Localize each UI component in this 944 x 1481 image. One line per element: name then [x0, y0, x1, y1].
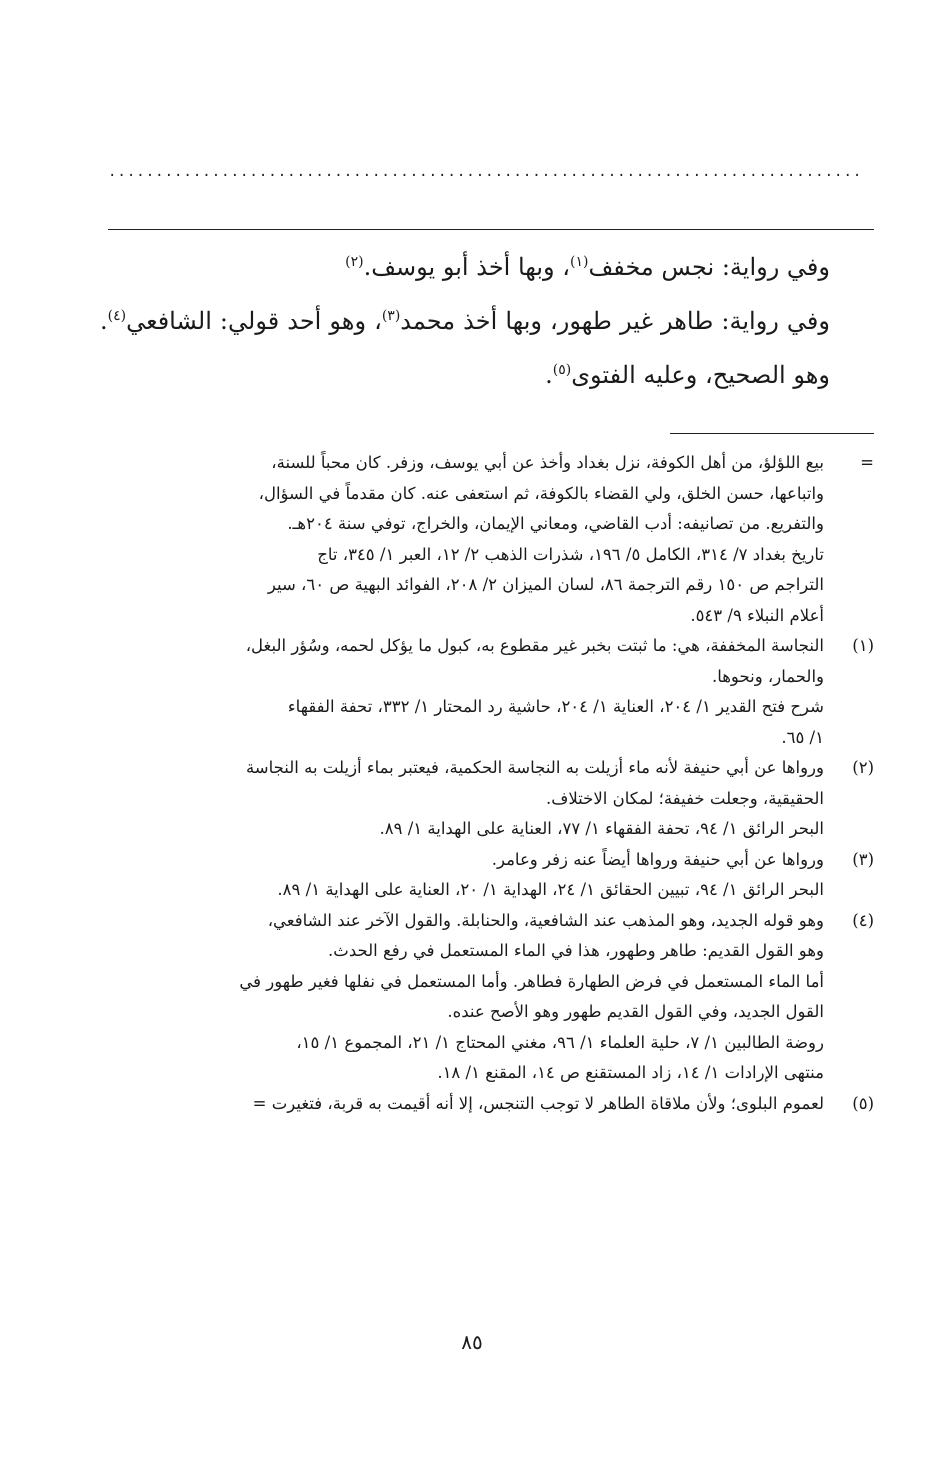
footnote-line: وهو القول القديم: طاهر وطهور، هذا في الماء المستعمل في رفع الحدث. — [328, 941, 824, 960]
footnote-continued — [104, 448, 874, 631]
footnote-ref-4[interactable]: (٤) — [107, 308, 127, 324]
footnote-4 — [104, 906, 874, 1089]
footnote-5 — [104, 1089, 874, 1120]
footnote-2 — [104, 753, 874, 845]
main-p1-text-a: وفي رواية: نجس مخفف — [588, 253, 830, 281]
footnote-line: شرح فتح القدير ١/ ٢٠٤، العناية ١/ ٢٠٤، حاشية رد المحتار ١/ ٣٣٢، تحفة الفقهاء — [287, 697, 824, 716]
main-p2-text-c: . وهو الصحيح، وعليه الفتوى — [100, 307, 830, 389]
footnote-number: (٥) — [852, 1093, 874, 1113]
footnote-number: (٣) — [852, 849, 874, 869]
footnote-line: التراجم ص ١٥٠ رقم الترجمة ٨٦، لسان الميزان ٢/ ٢٠٨، الفوائد البهية ص ٦٠، سير — [267, 575, 824, 594]
footnote-rule — [670, 433, 874, 434]
footnote-line: ورواها عن أبي حنيفة لأنه ماء أزيلت به النجاسة الحكمية، فيعتبر بماء أزيلت به النجاسة — [245, 758, 824, 777]
footnote-marker: = — [860, 453, 874, 472]
footnote-1 — [104, 631, 874, 753]
footnote-line: لعموم البلوى؛ ولأن ملاقاة الطاهر لا توجب التنجس، إلا أنه أقيمت به قربة، فتغيرت = — [252, 1093, 824, 1113]
footnote-line: ورواها عن أبي حنيفة ورواها أيضاً عنه زفر وعامر. — [491, 849, 824, 869]
footnote-line: واتباعها، حسن الخلق، ولي القضاء بالكوفة، ثم استعفى عنه. كان مقدماً في السؤال، — [258, 483, 824, 503]
footnote-number: (٢) — [852, 758, 874, 777]
footnote-number: (١) — [852, 636, 874, 655]
footnote-line: أما الماء المستعمل في فرض الطهارة فطاهر. وأما المستعمل في نفلها فغير طهور في — [239, 971, 824, 991]
footnote-line: البحر الرائق ١/ ٩٤، تبيين الحقائق ١/ ٢٤، الهداية ١/ ٢٠، العناية على الهداية ١/ ٨٩. — [277, 880, 824, 899]
footnote-ref-2[interactable]: (٢) — [345, 254, 364, 270]
footnote-line: وهو قوله الجديد، وهو المذهب عند الشافعية، والحنابلة. والقول الآخر عند الشافعي، — [267, 910, 824, 930]
footnote-line: القول الجديد، وفي القول القديم طهور وهو الأصح عنده. — [447, 1002, 824, 1021]
footnote-line: الحقيقية، وجعلت خفيفة؛ لمكان الاختلاف. — [545, 788, 824, 808]
main-p2-text-d: . — [545, 361, 553, 389]
main-p1-text-b: ، وبها أخذ أبو يوسف. — [363, 253, 570, 281]
footnote-line: والتفريع. من تصانيفه: أدب القاضي، ومعاني الإيمان، والخراج، توفي سنة ٢٠٤هـ. — [287, 514, 824, 533]
footnote-line: تاريخ بغداد ٧/ ٣١٤، الكامل ٥/ ١٩٦، شذرات الذهب ٢/ ١٢، العبر ١/ ٣٤٥، تاج — [317, 544, 824, 564]
footnote-number: (٤) — [852, 910, 874, 930]
main-paragraph-1 — [100, 240, 874, 294]
footnotes — [104, 448, 874, 1119]
footnote-line: النجاسة المخففة، هي: ما ثبتت بخبر غير مقطوع به، كبول ما يؤكل لحمه، وسُؤر البغل، — [245, 636, 824, 655]
footnote-line: بيع اللؤلؤ، من أهل الكوفة، نزل بغداد وأخذ عن أبي يوسف، وزفر. كان محباً للسنة، — [271, 453, 824, 472]
footnote-3 — [104, 845, 874, 906]
footnote-line: البحر الرائق ١/ ٩٤، تحفة الفقهاء ١/ ٧٧، العناية على الهداية ١/ ٨٩. — [379, 819, 824, 838]
main-p2-text-a: وفي رواية: طاهر غير طهور، وبها أخذ محمد — [400, 307, 830, 335]
footnote-ref-3[interactable]: (٣) — [381, 308, 401, 324]
main-text — [100, 240, 874, 402]
footnote-line: ١/ ٦٥. — [781, 727, 824, 747]
page-number: ٨٥ — [461, 1330, 483, 1354]
footnote-line: منتهى الإرادات ١/ ١٤، زاد المستقنع ص ١٤، المقنع ١/ ١٨. — [437, 1063, 824, 1082]
main-paragraph-2 — [100, 294, 874, 402]
footnote-line: روضة الطالبين ١/ ٧، حلية العلماء ١/ ٩٦، مغني المحتاج ١/ ٢١، المجموع ١/ ١٥، — [296, 1032, 824, 1052]
footnote-line: والحمار، ونحوها. — [711, 666, 824, 686]
dotted-separator: ................................................................................ — [108, 164, 863, 180]
footnote-ref-1[interactable]: (١) — [569, 254, 589, 270]
footnote-line: أعلام النبلاء ٩/ ٥٤٣. — [690, 605, 824, 625]
main-p2-text-b: ، وهو أحد قولي: الشافعي — [126, 307, 382, 335]
footnote-ref-5[interactable]: (٥) — [552, 362, 572, 378]
top-rule — [108, 229, 874, 230]
